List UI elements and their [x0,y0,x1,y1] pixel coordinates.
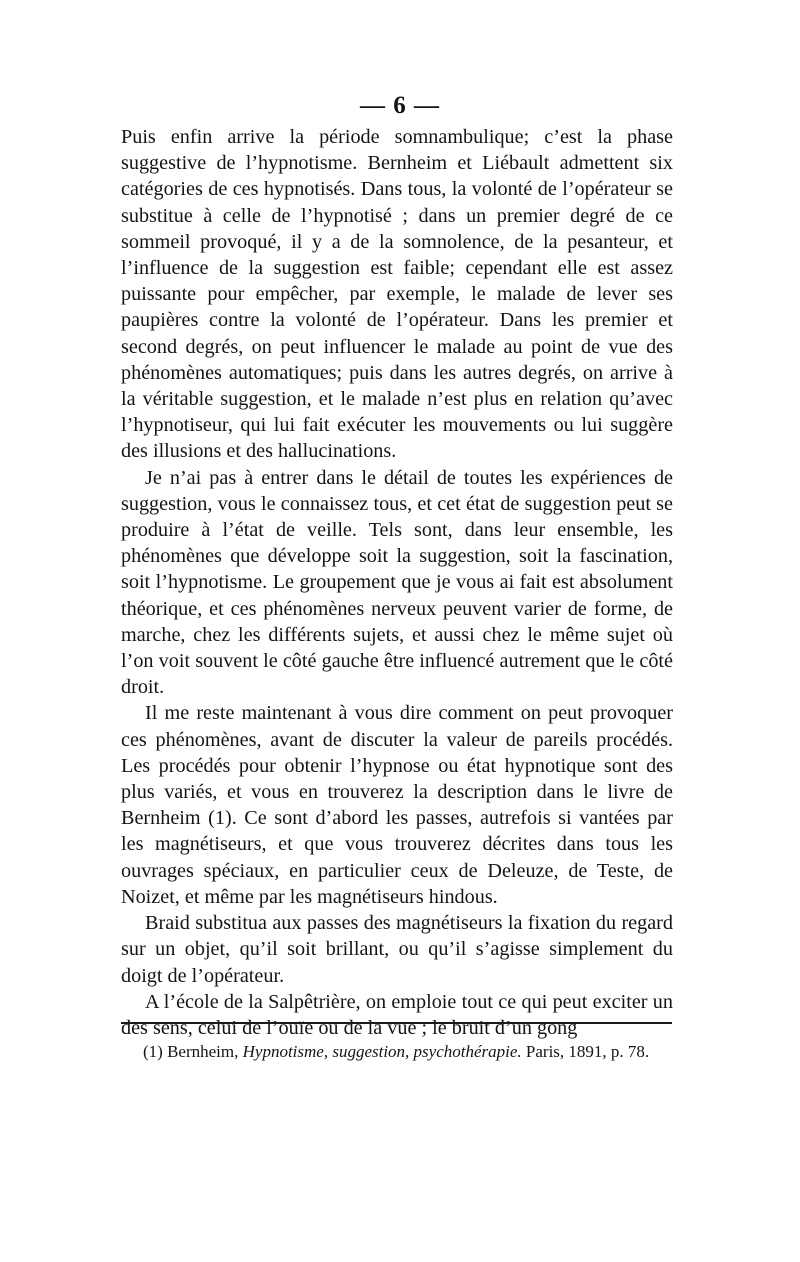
footnote-separator [121,1022,672,1024]
body-text [121,124,673,1041]
paragraph-5: A l’école de la Salpêtrière, on emploie tout ce qui peut exciter un des sens, celui de l’ouïe ou de la vue ; le bruit d’un gong [121,990,673,1039]
footnote-place-year: Paris, 1891, [525,1042,607,1061]
page-number: — 6 — [360,92,440,119]
footnote-title: Hypnotisme, suggestion, psychothérapie. [242,1042,522,1061]
footnote-author: Bernheim, [167,1042,239,1061]
paragraph-4: Braid substitua aux passes des magnétiseurs la fixation du regard sur un objet, qu’il soit brillant, ou qu’il s’agisse simplement du doigt de l’opérateur. [121,912,673,987]
footnote-page: p. 78. [610,1042,650,1061]
footnote [121,1040,672,1063]
paragraph-2: Je n’ai pas à entrer dans le détail de toutes les expériences de suggestion, vous le connaissez tous, et cet état de suggestion peut se produire à l’état de veille. Tels sont, dans leur ensemble, les phénomènes que développe soit la suggestion, soit la fascination, soit l’hypnotisme. Le groupement que je vous ai fait est absolument théorique, et ces phénomènes nerveux peuvent varier de forme, de marche, chez les différents sujets, et aussi chez le même sujet où l’on voit souvent le côté gauche être influencé autrement que le côté droit. [121,466,673,699]
paragraph-3: Il me reste maintenant à vous dire comment on peut provoquer ces phénomènes, avant de discuter la valeur de pareils procédés. Les procédés pour obtenir l’hypnose ou état hypnotique sont des plus variés, et vous en trouverez la description dans le livre de Bernheim (1). Ce sont d’abord les passes, autrefois si vantées par les magnétiseurs, et que vous trouverez décrites dans tous les ouvrages spéciaux, en particulier ceux de Deleuze, de Teste, de Noizet, et même par les magnétiseurs hindous. [121,702,673,908]
footnote-marker: (1) [143,1042,163,1061]
paragraph-1: Puis enfin arrive la période somnambulique; c’est la phase suggestive de l’hypnotisme. Bernheim et Liébault admettent six catégories de ces hypnotisés. Dans tous, la volonté de l’opérateur se substitue à celle de l’hypnotisé ; dans un premier degré de ce sommeil provoqué, il y a de la somnolence, de la pesanteur, et l’influence de la suggestion est faible; cependant elle est assez puissante pour empêcher, par exemple, le malade de lever ses paupières contre la volonté de l’opérateur. Dans les premier et second degrés, on peut influencer le malade au point de vue des phénomènes automatiques; puis dans les autres degrés, on arrive à la véritable suggestion, et le malade n’est plus en relation qu’avec l’hypnotiseur, qui lui fait exécuter les mouvements ou lui suggère des illusions et des hallucinations. [121,126,673,463]
